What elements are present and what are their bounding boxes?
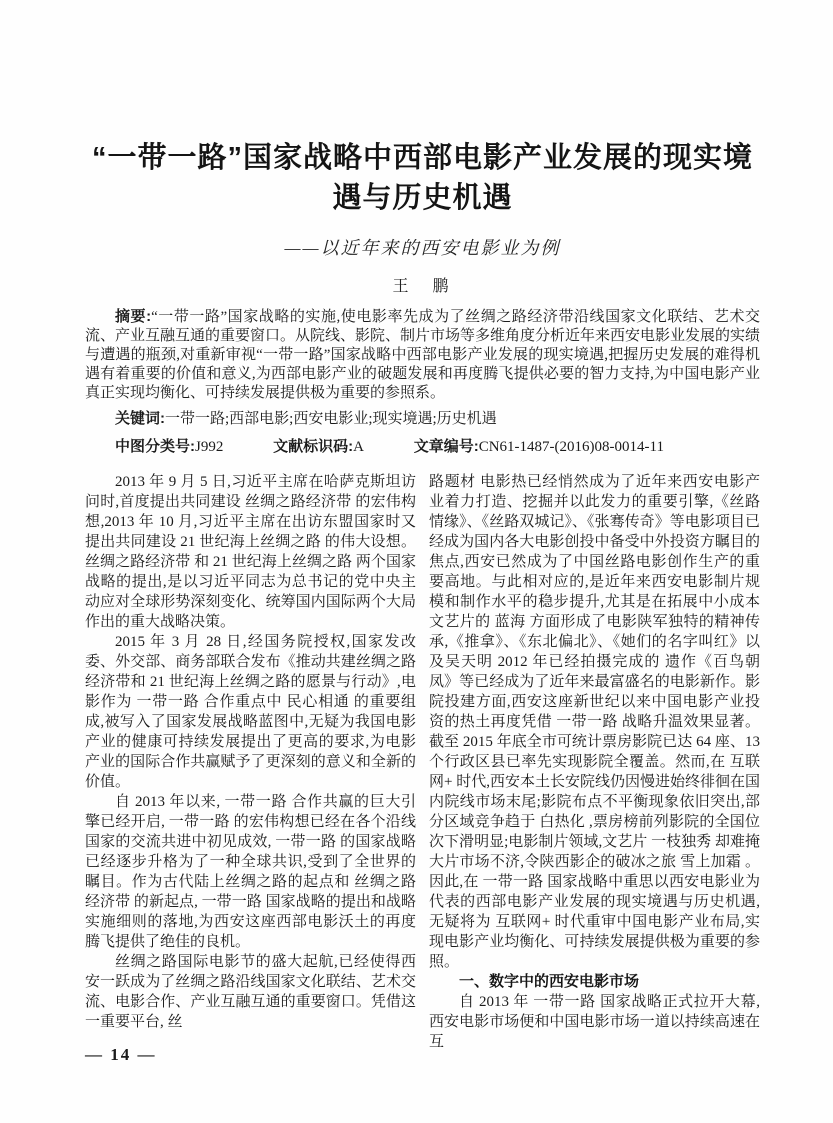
body-paragraph-continuation: 路题材 电影热已经悄然成为了近年来西安电影产业着力打造、挖掘并以此发力的重要引擎,《丝路情缘》、《丝路双城记》、《张骞传奇》等电影项目已经成为国内各大电影创投中备受中外投资方瞩目的焦点,西安已然成为了中国丝路电影创作生产的重要高地。与此相对应的,是近年来西安电影制片规模和制作水平的稳步提升,尤其是在拓展中小成本文艺片的 蓝海 方面形成了电影陕军独特的精神传承,《推拿》、《东北偏北》、《她们的名字叫红》以及吴天明 2012 年已经拍摄完成的 遗作《百鸟朝凤》等已经成为了近年来最富盛名的电影新作。影院投建方面,西安这座新世纪以来中国电影产业投资的热土再度凭借 一带一路 战略升温效果显著。截至 2015 年底全市可统计票房影院已达 64 座、13 个行政区县已率先实现影院全覆盖。然而,在 互联网+ 时代,西安本土长安院线仍因慢进始终徘徊在国内院线市场末尾;影院布点不平衡现象依旧突出,部分区域竞争趋于 白热化 ,票房榜前列影院的全国位次下滑明显;电影制片领域,文艺片 一枝独秀 却难掩大片市场不济,令陕西影企的破冰之旅 雪上加霜 。因此,在 一带一路 国家战略中重思以西安电影业为代表的西部电影产业发展的现实境遇与历史机遇,无疑将为 互联网+ 时代重审中国电影产业布局,实现电影产业均衡化、可持续发展提供极为重要的参照。 [429,474,760,970]
abstract-label: 摘要: [115,308,152,325]
article-title: “一带一路”国家战略中西部电影产业发展的现实境遇与历史机遇 [91,142,753,214]
article-no-item [414,439,664,455]
clc-item [115,439,223,455]
abstract [85,307,760,403]
keywords-line [85,409,760,429]
body-paragraph: 丝绸之路国际电影节的盛大起航,已经使得西安一跃成为了丝绸之路沿线国家文化联结、艺术交流、电影合作、产业互融互通的重要窗口。凭借这一重要平台, 丝 [85,954,416,1030]
body-paragraph: 2015 年 3 月 28 日,经国务院授权,国家发改委、外交部、商务部联合发布《推动共建丝绸之路经济带和 21 世纪海上丝绸之路的愿景与行动》,电影作为 一带一路 合作重点中 民心相通 的重要组成,被写入了国家发展战略蓝图中,无疑为我国电影产业的健康可持续发展提出了更高的要求,为电影产业的国际合作共赢赋予了更深刻的意义和全新的价值。 [85,634,416,790]
article-no-label: 文章编号: [413,438,479,455]
body-paragraph: 自 2013 年以来, 一带一路 合作共赢的巨大引擎已经开启, 一带一路 的宏伟构想已经在各个沿线国家的交流共进中初见成效, 一带一路 的国家战略已经逐步升格为了一种全球共识,受到了全世界的瞩目。作为古代陆上丝绸之路的起点和 丝绸之路经济带 的新起点, 一带一路 国家战略的提出和战略实施细则的落地,为西安这座西部电影沃土的再度腾飞提供了绝佳的良机。 [85,794,416,950]
right-column [429,472,760,1052]
clc-label: 中图分类号: [115,438,195,455]
keywords-label: 关键词: [115,410,165,427]
article-no-value: CN61-1487-(2016)08-0014-11 [478,439,664,455]
body-paragraph: 自 2013 年 一带一路 国家战略正式拉开大幕,西安电影市场便和中国电影市场一道以持续高速在 互 [429,994,760,1050]
page-number: — 14 — [85,1045,157,1064]
clc-value: J992 [195,439,224,455]
section-heading: 一、数字中的西安电影市场 [459,973,640,990]
keywords-text: 一带一路;西部电影;西安电影业;现实境遇;历史机遇 [165,411,497,427]
body-columns [85,472,760,1052]
doc-code-label: 文献标识码: [273,438,354,455]
author-name: 王 鹏 [392,278,453,295]
doc-code-value: A [353,439,364,455]
abstract-text: “一带一路”国家战略的实施,使电影率先成为了丝绸之路经济带沿线国家文化联结、艺术交流、产业互融互通的重要窗口。从院线、影院、制片市场等多维角度分析近年来西安电影业发展的实绩与遭遇的瓶颈,对重新审视“一带一路”国家战略中西部电影产业发展的现实境遇,把握历史发展的难得机遇有着重要的价值和意义,为西部电影产业的破题发展和再度腾飞提供必要的智力支持,为中国电影产业真正实现均衡化、可持续发展提供极为重要的参照系。 [85,309,761,401]
classification-line [85,437,760,457]
article-subtitle: ——以近年来的西安电影业为例 [284,238,561,258]
body-paragraph: 2013 年 9 月 5 日,习近平主席在哈萨克斯坦访问时,首度提出共同建设 丝绸之路经济带 的宏伟构想,2013 年 10 月,习近平主席在出访东盟国家时又提出共同建设 21 世纪海上丝绸之路 的伟大设想。 丝绸之路经济带 和 21 世纪海上丝绸之路 两个国家战略的提出,是以习近平同志为总书记的党中央主动应对全球形势深刻变化、统筹国内国际两个大局作出的重大战略决策。 [85,474,416,630]
left-column [85,472,416,1052]
doc-code-item [273,439,364,455]
meta-block [85,307,760,457]
